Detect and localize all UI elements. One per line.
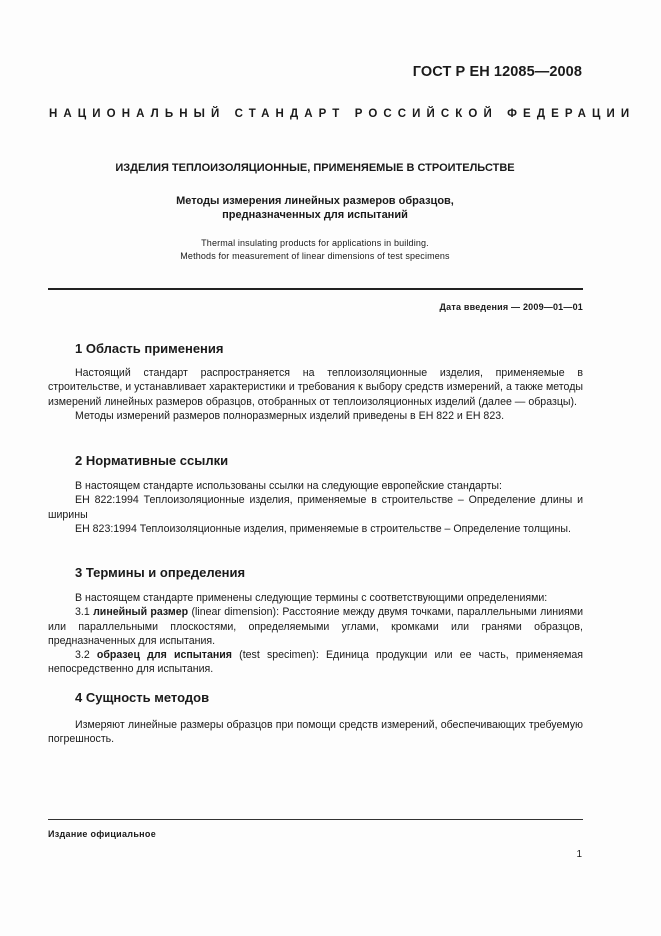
section-2-body <box>48 479 583 536</box>
english-title-line-1: Thermal insulating products for applications in building. <box>201 238 429 248</box>
section-3-paragraph-1: В настоящем стандарте применены следующие термины с соответствующими определениями: <box>75 592 548 604</box>
section-1-heading: 1 Область применения <box>75 341 224 356</box>
section-3-heading: 3 Термины и определения <box>75 565 246 580</box>
official-edition-note: Издание официальное <box>48 829 157 839</box>
document-subtitle <box>48 194 582 222</box>
term-3-1-name: линейный размер <box>93 606 189 619</box>
section-2-reference-2: ЕН 823:1994 Теплоизоляционные изделия, применяемые в строительстве – Определение толщины. <box>75 522 571 535</box>
term-3-2-number: 3.2 <box>75 649 90 662</box>
section-2-reference-1: ЕН 822:1994 Теплоизоляционные изделия, применяемые в строительстве – Определение длины и ширины <box>48 494 583 521</box>
page-number: 1 <box>576 849 582 860</box>
section-2-heading: 2 Нормативные ссылки <box>75 453 229 468</box>
section-4-body <box>48 718 583 747</box>
term-3-1-number: 3.1 <box>75 606 90 619</box>
section-4-heading: 4 Сущность методов <box>75 690 210 705</box>
standard-code: ГОСТ Р ЕН 12085—2008 <box>412 64 582 80</box>
section-1-body <box>48 366 583 423</box>
term-3-1 <box>48 605 583 648</box>
section-4-paragraph-1: Измеряют линейные размеры образцов при помощи средств измерений, обеспечивающих требуемую погрешность. <box>48 719 583 746</box>
section-1-paragraph-1: Настоящий стандарт распространяется на теплоизоляционные изделия, применяемые в строительстве, и устанавливает характеристики и требования к выбору средств измерений, а также методы измерений линейных размеров образцов, отобранных от теплоизоляционных изделий (далее — образцы). <box>48 367 583 408</box>
footer-divider <box>48 819 583 820</box>
section-3-body <box>48 591 583 677</box>
header-divider <box>48 288 583 290</box>
term-3-2-name: образец для испытания <box>96 649 232 662</box>
document-title: ИЗДЕЛИЯ ТЕПЛОИЗОЛЯЦИОННЫЕ, ПРИМЕНЯЕМЫЕ В СТРОИТЕЛЬСТВЕ <box>115 162 515 174</box>
term-3-2 <box>48 648 583 677</box>
english-title-line-2: Methods for measurement of linear dimensions of test specimens <box>180 251 450 261</box>
subtitle-line-2: предназначенных для испытаний <box>222 209 408 221</box>
term-3-1-definition: (linear dimension): Расстояние между двумя точками, параллельными линиями или параллельными плоскостями, определяемыми углами, кромками или гранями образцов, предназначенных для испытания. <box>48 606 583 647</box>
term-3-2-definition: (test specimen): Единица продукции или ее часть, применяемая непосредственно для испытания. <box>48 649 583 676</box>
section-1-paragraph-2: Методы измерений размеров полноразмерных изделий приведены в ЕН 822 и ЕН 823. <box>75 409 505 422</box>
national-standard-banner: НАЦИОНАЛЬНЫЙ СТАНДАРТ РОССИЙСКОЙ ФЕДЕРАЦИИ <box>49 108 636 120</box>
introduction-date: Дата введения — 2009—01—01 <box>439 302 583 312</box>
english-title <box>48 237 582 263</box>
subtitle-line-1: Методы измерения линейных размеров образцов, <box>176 195 454 207</box>
section-2-paragraph-1: В настоящем стандарте использованы ссылки на следующие европейские стандарты: <box>75 480 502 492</box>
